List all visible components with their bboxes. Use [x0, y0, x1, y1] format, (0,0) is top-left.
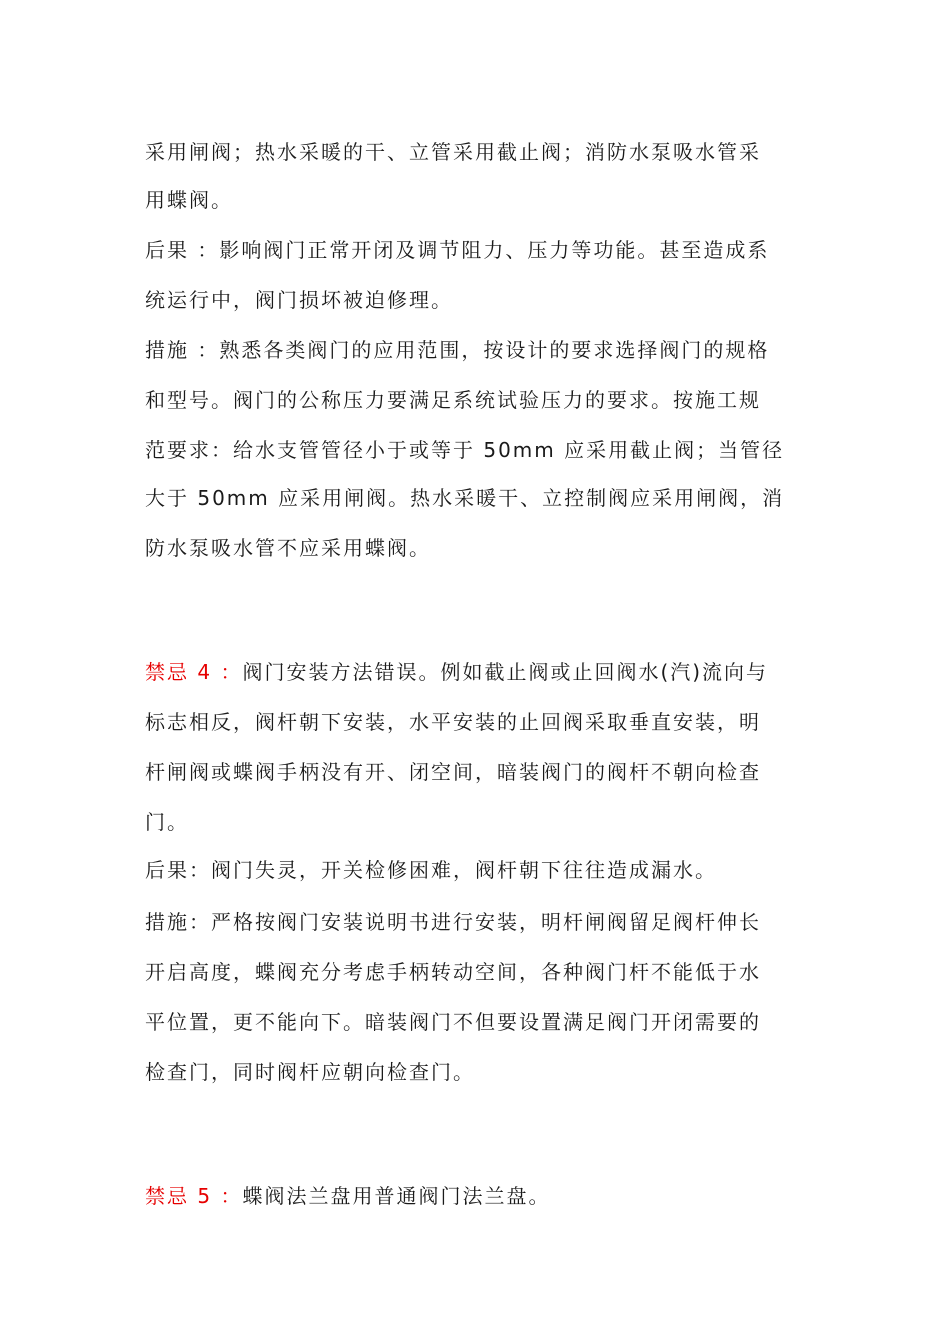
paragraph-line: 用蝶阀。 [145, 188, 233, 212]
section-4-heading: 禁忌 4 ： [145, 660, 243, 684]
consequence-line: 后果 ：影响阀门正常开闭及调节阻力、压力等功能。甚至造成系 [145, 238, 770, 262]
measure-line: 平位置，更不能向下。暗装阀门不但要设置满足阀门开闭需要的 [145, 1010, 761, 1034]
measure-line: 检查门，同时阀杆应朝向检查门。 [145, 1060, 475, 1084]
measure-line: 措施：严格按阀门安装说明书进行安装，明杆闸阀留足阀杆伸长 [145, 910, 761, 934]
paragraph-line: 杆闸阀或蝶阀手柄没有开、闭空间，暗装阀门的阀杆不朝向检查 [145, 760, 761, 784]
measure-line: 开启高度，蝶阀充分考虑手柄转动空间，各种阀门杆不能低于水 [145, 960, 761, 984]
paragraph-line: 门。 [145, 810, 189, 834]
section-5-line [145, 1182, 550, 1210]
section-5-heading: 禁忌 5 ： [145, 1184, 243, 1208]
paragraph-text: 阀门安装方法错误。例如截止阀或止回阀水(汽)流向与 [242, 660, 769, 684]
paragraph-text: 蝶阀法兰盘用普通阀门法兰盘。 [242, 1184, 551, 1208]
measure-line: 大于 50mm 应采用闸阀。热水采暖干、立控制阀应采用闸阀，消 [145, 486, 785, 510]
measure-line: 范要求：给水支管管径小于或等于 50mm 应采用截止阀；当管径 [145, 438, 785, 462]
consequence-line: 后果：阀门失灵，开关检修困难，阀杆朝下往往造成漏水。 [145, 858, 717, 882]
section-4-first-line [145, 658, 768, 686]
paragraph-line: 采用闸阀；热水采暖的干、立管采用截止阀；消防水泵吸水管采 [145, 140, 761, 164]
consequence-line: 统运行中，阀门损坏被迫修理。 [145, 288, 453, 312]
measure-line: 措施 ：熟悉各类阀门的应用范围，按设计的要求选择阀门的规格 [145, 338, 770, 362]
paragraph-line: 标志相反，阀杆朝下安装，水平安装的止回阀采取垂直安装，明 [145, 710, 761, 734]
measure-line: 和型号。阀门的公称压力要满足系统试验压力的要求。按施工规 [145, 388, 761, 412]
measure-line: 防水泵吸水管不应采用蝶阀。 [145, 536, 431, 560]
